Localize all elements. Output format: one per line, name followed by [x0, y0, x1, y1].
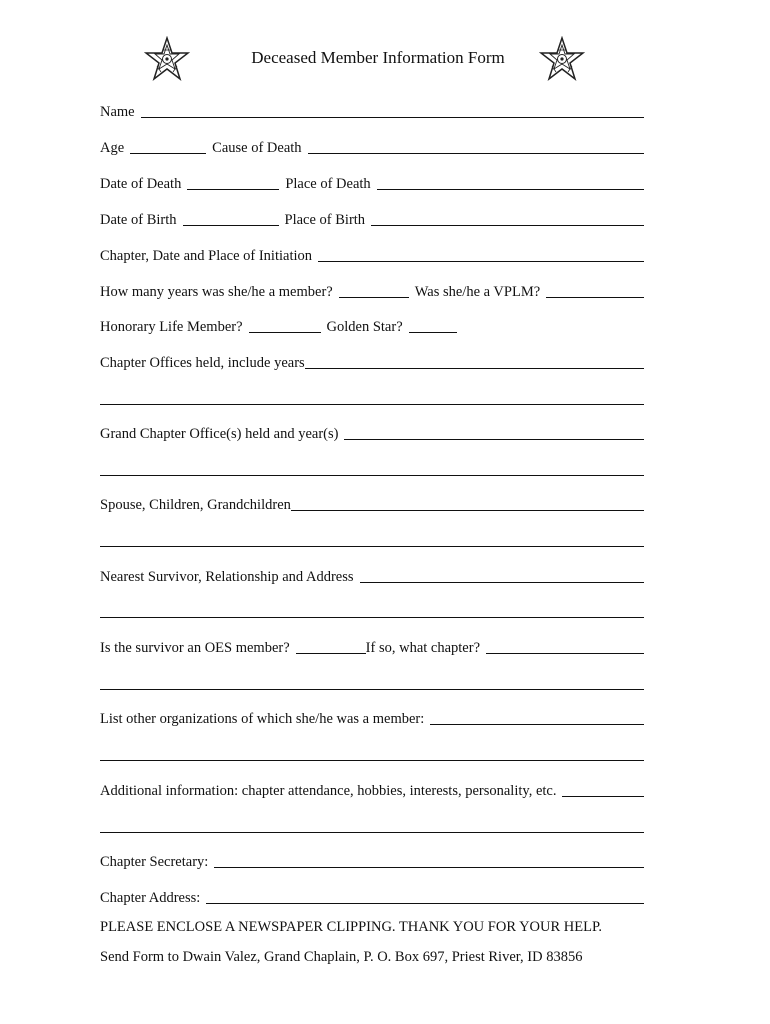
family-field[interactable]	[291, 496, 644, 511]
chapter-offices-label: Chapter Offices held, include years	[100, 355, 305, 371]
if-so-chapter-label: If so, what chapter?	[365, 640, 481, 656]
place-of-death-label: Place of Death	[285, 176, 371, 192]
nearest-survivor-row	[100, 568, 644, 586]
newspaper-notice: PLEASE ENCLOSE A NEWSPAPER CLIPPING. THANK YOU FOR YOUR HELP.	[100, 919, 603, 935]
other-orgs-field[interactable]	[430, 710, 644, 725]
additional-info-label: Additional information: chapter attendance, hobbies, interests, personality, etc.	[100, 783, 557, 799]
chapter-address-field[interactable]	[206, 889, 644, 904]
name-label: Name	[100, 104, 135, 120]
other-orgs-row	[100, 710, 644, 728]
place-of-birth-field[interactable]	[371, 211, 644, 226]
name-row	[100, 103, 644, 121]
place-of-death-field[interactable]	[377, 175, 644, 190]
initiation-field[interactable]	[318, 247, 644, 262]
survivor-oes-row	[100, 639, 644, 657]
chapter-address-row	[100, 889, 644, 907]
other-orgs-continuation-field[interactable]	[100, 760, 644, 761]
membership-row	[100, 283, 644, 301]
vplm-field[interactable]	[546, 283, 644, 298]
additional-info-continuation-field[interactable]	[100, 832, 644, 833]
date-of-death-label: Date of Death	[100, 176, 182, 192]
grand-offices-label: Grand Chapter Office(s) held and year(s)	[100, 426, 339, 442]
family-label: Spouse, Children, Grandchildren	[100, 497, 291, 513]
golden-star-field[interactable]	[409, 318, 457, 333]
years-member-label: How many years was she/he a member?	[100, 284, 333, 300]
honorary-life-field[interactable]	[249, 318, 321, 333]
date-of-birth-label: Date of Birth	[100, 212, 177, 228]
other-orgs-label: List other organizations of which she/he was a member:	[100, 711, 425, 727]
survivor-oes-field[interactable]	[296, 639, 366, 654]
form-header	[100, 36, 644, 86]
birth-row	[100, 211, 644, 229]
initiation-row	[100, 247, 644, 265]
date-of-death-field[interactable]	[187, 175, 279, 190]
survivor-oes-continuation-field[interactable]	[100, 689, 644, 690]
grand-offices-field[interactable]	[344, 425, 644, 440]
send-form-address: Send Form to Dwain Valez, Grand Chaplain, P. O. Box 697, Priest River, ID 83856	[100, 949, 583, 965]
cause-of-death-field[interactable]	[308, 139, 644, 154]
honorary-life-label: Honorary Life Member?	[100, 319, 243, 335]
nearest-survivor-continuation-field[interactable]	[100, 617, 644, 618]
additional-info-field[interactable]	[562, 782, 644, 797]
age-cause-row	[100, 139, 644, 157]
cause-of-death-label: Cause of Death	[212, 140, 302, 156]
form-title: Deceased Member Information Form	[251, 48, 505, 67]
chapter-address-label: Chapter Address:	[100, 890, 201, 906]
nearest-survivor-label: Nearest Survivor, Relationship and Address	[100, 569, 354, 585]
initiation-label: Chapter, Date and Place of Initiation	[100, 248, 313, 264]
years-member-field[interactable]	[339, 283, 409, 298]
place-of-birth-label: Place of Birth	[284, 212, 366, 228]
chapter-secretary-field[interactable]	[214, 853, 644, 868]
age-label: Age	[100, 140, 125, 156]
golden-star-label: Golden Star?	[326, 319, 403, 335]
death-row	[100, 175, 644, 193]
chapter-offices-row	[100, 354, 644, 372]
grand-offices-row	[100, 425, 644, 443]
eastern-star-emblem-icon	[539, 36, 585, 82]
chapter-offices-continuation-field[interactable]	[100, 404, 644, 405]
vplm-label: Was she/he a VPLM?	[414, 284, 541, 300]
nearest-survivor-field[interactable]	[360, 568, 644, 583]
chapter-offices-field[interactable]	[305, 354, 644, 369]
additional-info-row	[100, 782, 644, 800]
survivor-oes-label: Is the survivor an OES member?	[100, 640, 290, 656]
age-field[interactable]	[130, 139, 206, 154]
chapter-secretary-label: Chapter Secretary:	[100, 854, 209, 870]
family-row	[100, 496, 644, 514]
if-so-chapter-field[interactable]	[486, 639, 644, 654]
chapter-secretary-row	[100, 853, 644, 871]
honors-row	[100, 318, 644, 336]
date-of-birth-field[interactable]	[183, 211, 279, 226]
name-field[interactable]	[141, 103, 644, 118]
family-continuation-field[interactable]	[100, 546, 644, 547]
grand-offices-continuation-field[interactable]	[100, 475, 644, 476]
